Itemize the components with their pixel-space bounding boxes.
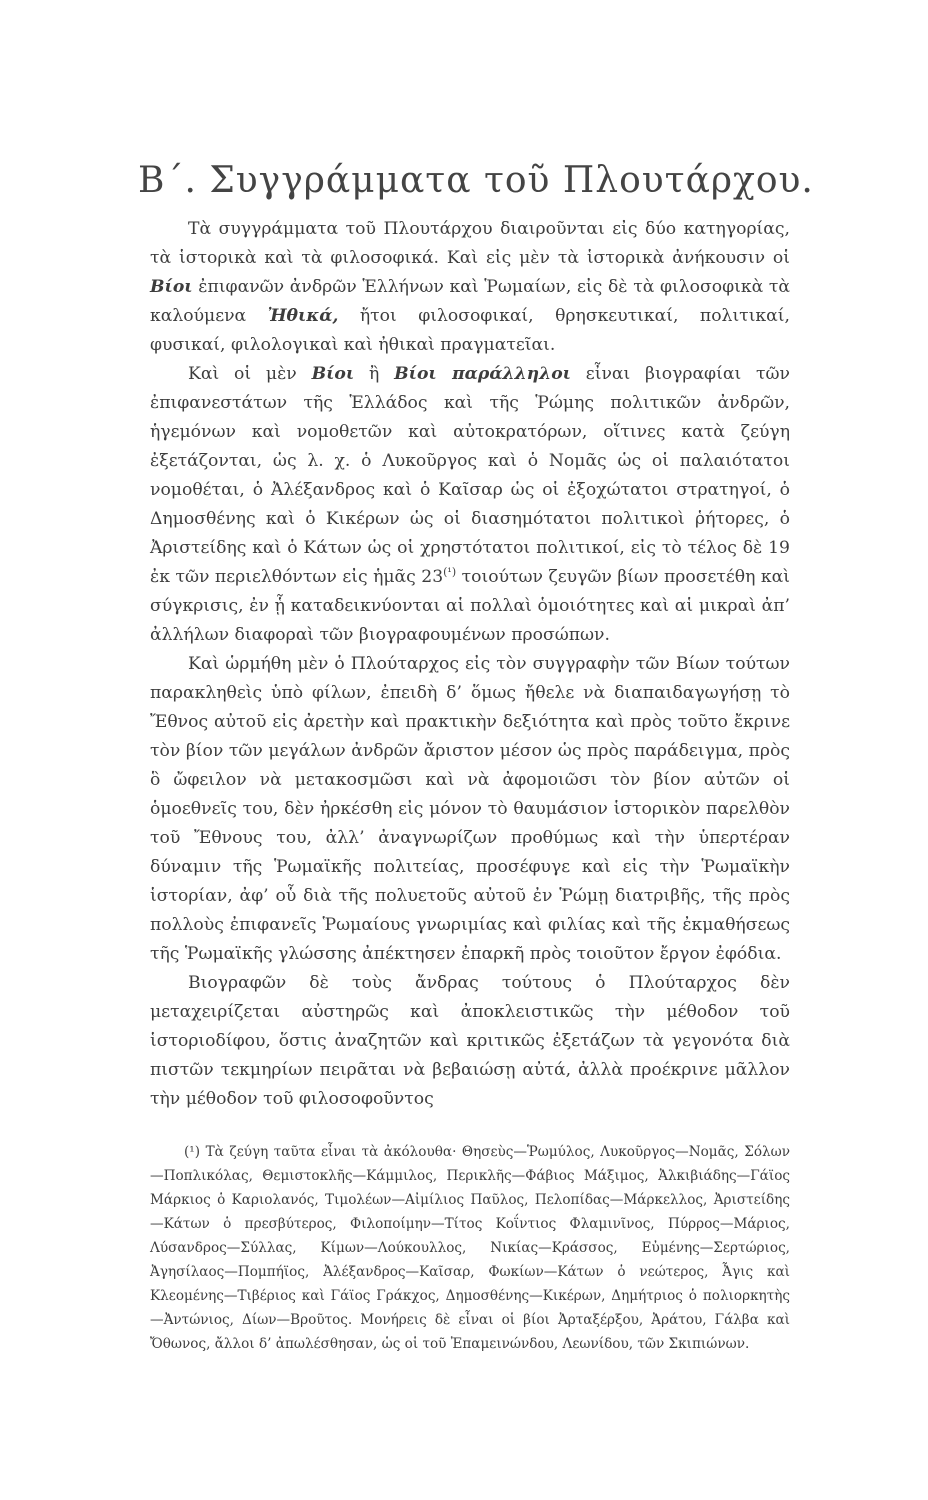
paragraph-2-emph-bioi-paralleloi: Βίοι παράλληλοι xyxy=(394,364,571,384)
paragraph-1-emph-ethika: Ἠθικά, xyxy=(267,306,339,326)
footnote xyxy=(150,1140,790,1356)
paragraph-1-text-b: ἐπιφανῶν ἀνδρῶν Ἑλλήνων καὶ Ῥωμαίων, εἰς δὲ τὰ φιλοσοφικὰ τὰ καλούμενα xyxy=(150,277,790,326)
paragraph-3: Καὶ ὡρμήθη μὲν ὁ Πλούταρχος εἰς τὸν συγγραφὴν τῶν Βίων τούτων παρακληθεὶς ὑπὸ φίλων, ἐπειδὴ δ’ ὅμως ἤθελε νὰ διαπαιδαγωγήσῃ τὸ Ἔθνος αὐτοῦ εἰς ἀρετὴν καὶ πρακτικὴν δεξιότητα καὶ πρὸς τοῦτο ἔκρινε τὸν βίον τῶν μεγάλων ἀνδρῶν ἄριστον μέσον ὡς πρὸς παράδειγμα, πρὸς ὃ ὤφειλον νὰ μετακοσμῶσι καὶ νὰ ἀφομοιῶσι τὸν βίον αὐτῶν οἱ ὁμοεθνεῖς του, δὲν ἠρκέσθη εἰς μόνον τὸ θαυμάσιον ἱστορικὸν παρελθὸν τοῦ Ἔθνους του, ἀλλ’ ἀναγνωρίζων προθύμως καὶ τὴν ὑπερτέραν δύναμιν τῆς Ῥωμαϊκῆς πολιτείας, προσέφυγε καὶ εἰς τὴν Ῥωμαϊκὴν ἱστορίαν, ἀφ’ οὗ διὰ τῆς πολυετοῦς αὐτοῦ ἐν Ῥώμῃ διατριβῆς, τῆς πρὸς πολλοὺς ἐπιφανεῖς Ῥωμαίους γνωριμίας καὶ φιλίας καὶ τῆς ἐκμαθήσεως τῆς Ῥωμαϊκῆς γλώσσης ἀπέκτησεν ἐπαρκῆ πρὸς τοιοῦτον ἔργον ἐφόδια. xyxy=(150,654,790,964)
paragraph-2-text-a: Καὶ οἱ μὲν xyxy=(188,364,312,384)
paragraph-2-text-b: ἢ xyxy=(354,364,395,384)
footnote-text: (¹) Τὰ ζεύγη ταῦτα εἶναι τὰ ἀκόλουθα· Θησεὺς—Ῥωμύλος, Λυκοῦργος—Νομᾶς, Σόλων—Ποπλικόλας, Θεμιστοκλῆς—Κάμμιλος, Περικλῆς—Φάβιος Μάξιμος, Ἀλκιβιάδης—Γάϊος Μάρκιος ὁ Καριολανός, Τιμολέων—Αἰμίλιος Παῦλος, Πελοπίδας—Μάρκελλος, Ἀριστείδης—Κάτων ὁ πρεσβύτερος, Φιλοποίμην—Τίτος Κοΐντιος Φλαμινῖνος, Πύρρος—Μάριος, Λύσανδρος—Σύλλας, Κίμων—Λούκουλλος, Νικίας—Κράσσος, Εὐμένης—Σερτώριος, Ἀγησίλαος—Πομπήϊος, Ἀλέξανδρος—Καῖσαρ, Φωκίων—Κάτων ὁ νεώτερος, Ἆγις καὶ Κλεομένης—Τιβέριος καὶ Γάϊος Γράκχος, Δημοσθένης—Κικέρων, Δημήτριος ὁ πολιορκητὴς—Ἀντώνιος, Δίων—Βροῦτος. Μονήρεις δὲ εἶναι οἱ βίοι Ἀρταξέρξου, Ἀράτου, Γάλβα καὶ Ὄθωνος, ἄλλοι δ’ ἀπωλέσθησαν, ὡς οἱ τοῦ Ἐπαμεινώνδου, Λεωνίδου, τῶν Σκιπιώνων. xyxy=(150,1144,790,1352)
paragraph-2-emph-bioi: Βίοι xyxy=(311,364,355,384)
paragraph-1 xyxy=(150,215,790,360)
main-text xyxy=(150,215,790,1114)
paragraph-4: Βιογραφῶν δὲ τοὺς ἄνδρας τούτους ὁ Πλούταρχος δὲν μεταχειρίζεται αὐστηρῶς καὶ ἀποκλειστικῶς τὴν μέθοδον τοῦ ἱστοριοδίφου, ὅστις ἀναζητῶν καὶ κριτικῶς ἐξετάζων τὰ γεγονότα διὰ πιστῶν τεκμηρίων πειρᾶται νὰ βεβαιώσῃ αὐτά, ἀλλὰ προέκρινε μᾶλλον τὴν μέθοδον τοῦ φιλοσοφοῦντος xyxy=(150,973,790,1109)
paragraph-1-text-a: Τὰ συγγράμματα τοῦ Πλουτάρχου διαιροῦνται εἰς δύο κατηγορίας, τὰ ἱστορικὰ καὶ τὰ φιλοσοφικά. Καὶ εἰς μὲν τὰ ἱστορικὰ ἀνήκουσιν οἱ xyxy=(150,219,790,268)
paragraph-2-text-c: εἶναι βιογραφίαι τῶν ἐπιφανεστάτων τῆς Ἑλλάδος καὶ τῆς Ῥώμης πολιτικῶν ἀνδρῶν, ἡγεμόνων καὶ νομοθετῶν καὶ αὐτοκρατόρων, οἵτινες κατὰ ζεύγη ἐξετάζονται, ὡς λ. χ. ὁ Λυκοῦργος καὶ ὁ Νομᾶς ὡς οἱ παλαιότατοι νομοθέται, ὁ Ἀλέξανδρος καὶ ὁ Καῖσαρ ὡς οἱ ἐξοχώτατοι στρατηγοί, ὁ Δημοσθένης καὶ ὁ Κικέρων ὡς οἱ διασημότατοι πολιτικοὶ ῥήτορες, ὁ Ἀριστείδης καὶ ὁ Κάτων ὡς οἱ χρηστότατοι πολιτικοί, εἰς τὸ τέλος δὲ 19 ἐκ τῶν περιελθόντων εἰς ἡμᾶς 23 xyxy=(150,364,790,587)
paragraph-1-emph-bioi: Βίοι xyxy=(150,277,193,297)
page-title: Β΄. Συγγράμματα τοῦ Πλουτάρχου. xyxy=(138,160,814,201)
paragraph-2 xyxy=(150,360,790,650)
paragraph-2-text-d: τοιούτων ζευγῶν βίων προσετέθη καὶ σύγκρισις, ἐν ᾗ καταδεικνύονται αἱ πολλαὶ ὁμοιότητες καὶ αἱ μικραὶ ἀπ’ ἀλλήλων διαφοραὶ τῶν βιογραφουμένων προσώπων. xyxy=(150,567,790,645)
page xyxy=(138,160,814,1356)
footnote-marker: (¹) xyxy=(443,565,457,579)
paragraph-1-text-c: ἤτοι φιλοσοφικαί, θρησκευτικαί, πολιτικαί, φυσικαί, φιλολογικαὶ καὶ ἠθικαὶ πραγματεῖαι. xyxy=(150,306,790,355)
